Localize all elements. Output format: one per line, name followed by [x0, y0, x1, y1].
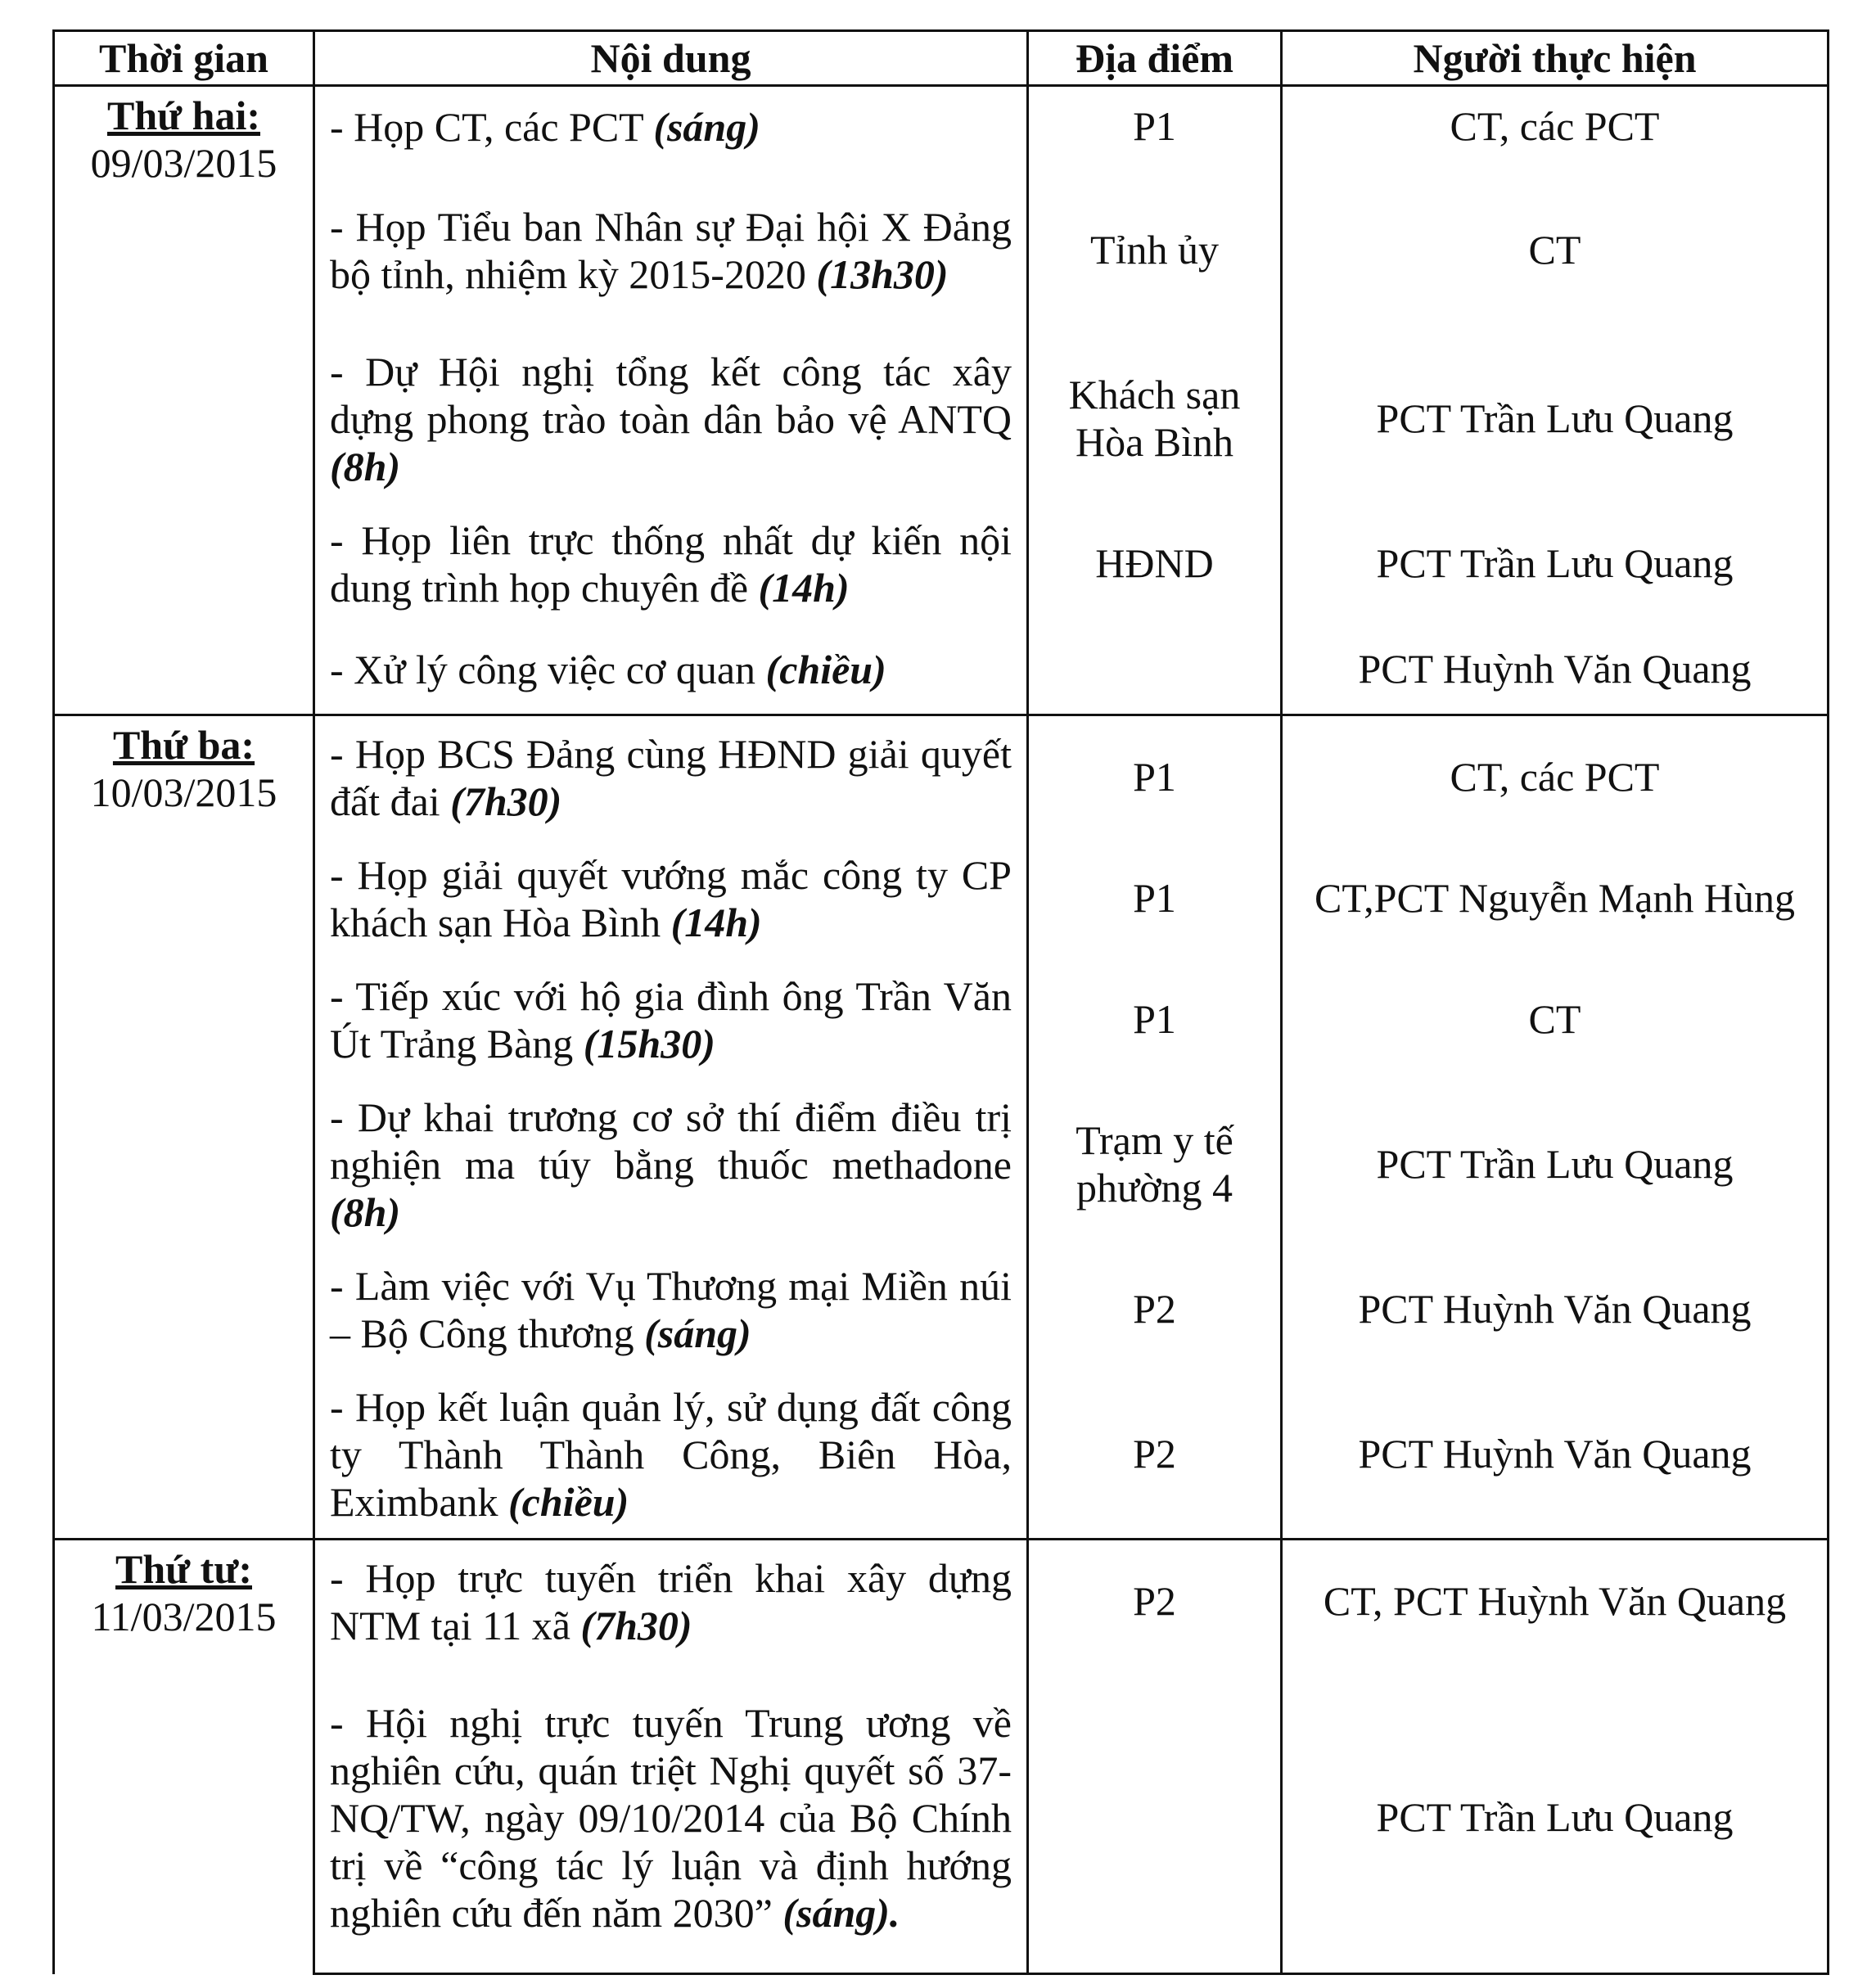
day-cell-monday [54, 86, 314, 715]
content-cell: - Họp Tiểu ban Nhân sự Đại hội X Đảng bộ tỉnh, nhiệm kỳ 2015-2020 (13h30) [314, 165, 1028, 334]
person-cell: PCT Huỳnh Văn Quang [1282, 1369, 1829, 1540]
day-cell-wednesday [54, 1540, 314, 1974]
table-row [54, 334, 1829, 503]
place-cell: Khách sạn Hòa Bình [1028, 334, 1282, 503]
time-note: (15h30) [583, 1021, 715, 1066]
content-cell: - Dự khai trương cơ sở thí điểm điều trị nghiện ma túy bằng thuốc methadone (8h) [314, 1080, 1028, 1248]
table-row [54, 1540, 1829, 1662]
time-note: (8h) [330, 1189, 401, 1235]
content-cell: - Xử lý công việc cơ quan (chiều) [314, 624, 1028, 715]
person-cell: CT, các PCT [1282, 715, 1829, 838]
time-note: (14h) [758, 565, 850, 611]
content-cell: - Họp CT, các PCT (sáng) [314, 86, 1028, 166]
place-cell: P1 [1028, 837, 1282, 958]
content-cell: - Dự Hội nghị tổng kết công tác xây dựng phong trào toàn dân bảo vệ ANTQ (8h) [314, 334, 1028, 503]
time-note: (14h) [670, 900, 762, 945]
table-row [54, 86, 1829, 166]
content-cell: - Tiếp xúc với hộ gia đình ông Trần Văn Út Trảng Bàng (15h30) [314, 958, 1028, 1080]
table-row [54, 958, 1829, 1080]
time-note: (7h30) [580, 1603, 692, 1648]
time-note: (13h30) [816, 251, 949, 297]
header-content: Nội dung [314, 31, 1028, 86]
table-row [54, 837, 1829, 958]
header-person: Người thực hiện [1282, 31, 1829, 86]
day-label: Thứ ba: [112, 722, 255, 768]
content-cell: - Họp BCS Đảng cùng HĐND giải quyết đất đai (7h30) [314, 715, 1028, 838]
day-label: Thứ tư: [115, 1546, 252, 1592]
time-note: (7h30) [450, 778, 562, 824]
table-row [54, 1080, 1829, 1248]
person-cell: CT,PCT Nguyễn Mạnh Hùng [1282, 837, 1829, 958]
person-cell: PCT Trần Lưu Quang [1282, 1080, 1829, 1248]
time-note: (8h) [330, 444, 401, 489]
person-cell: PCT Huỳnh Văn Quang [1282, 624, 1829, 715]
person-cell: CT, PCT Huỳnh Văn Quang [1282, 1540, 1829, 1662]
content-cell: - Họp giải quyết vướng mắc công ty CP khách sạn Hòa Bình (14h) [314, 837, 1028, 958]
place-cell: P1 [1028, 86, 1282, 166]
day-date: 10/03/2015 [90, 769, 277, 815]
place-cell: HĐND [1028, 503, 1282, 624]
place-cell: Trạm y tế phường 4 [1028, 1080, 1282, 1248]
place-cell: P1 [1028, 715, 1282, 838]
day-date: 09/03/2015 [90, 140, 277, 186]
schedule-table [52, 29, 1829, 1975]
person-cell: PCT Trần Lưu Quang [1282, 334, 1829, 503]
time-note: (chiều) [508, 1479, 629, 1525]
table-row [54, 503, 1829, 624]
time-note: (sáng) [644, 1310, 751, 1356]
person-cell: PCT Trần Lưu Quang [1282, 503, 1829, 624]
place-cell: P2 [1028, 1540, 1282, 1662]
place-cell [1028, 1662, 1282, 1974]
content-cell: - Hội nghị trực tuyến Trung ương về nghiên cứu, quán triệt Nghị quyết số 37-NQ/TW, ngày 09/10/2014 của Bộ Chính trị về “công tác lý luận và định hướng nghiên cứu đến năm 2030” (sáng). [314, 1662, 1028, 1974]
place-cell: P2 [1028, 1248, 1282, 1369]
table-row [54, 1662, 1829, 1974]
person-cell: PCT Huỳnh Văn Quang [1282, 1248, 1829, 1369]
content-cell: - Họp liên trực thống nhất dự kiến nội dung trình họp chuyên đề (14h) [314, 503, 1028, 624]
time-note: (chiều) [765, 647, 886, 692]
table-row [54, 1369, 1829, 1540]
content-cell: - Họp trực tuyến triển khai xây dựng NTM tại 11 xã (7h30) [314, 1540, 1028, 1662]
header-place: Địa điểm [1028, 31, 1282, 86]
place-cell: P2 [1028, 1369, 1282, 1540]
header-time: Thời gian [54, 31, 314, 86]
table-row [54, 165, 1829, 334]
time-note: (sáng) [653, 104, 760, 150]
person-cell: CT, các PCT [1282, 86, 1829, 166]
header-row [54, 31, 1829, 86]
table-row [54, 624, 1829, 715]
table-row [54, 715, 1829, 838]
person-cell: PCT Trần Lưu Quang [1282, 1662, 1829, 1974]
place-cell: P1 [1028, 958, 1282, 1080]
day-date: 11/03/2015 [91, 1594, 277, 1639]
person-cell: CT [1282, 165, 1829, 334]
place-cell [1028, 624, 1282, 715]
table-row [54, 1248, 1829, 1369]
place-cell: Tỉnh ủy [1028, 165, 1282, 334]
content-cell: - Làm việc với Vụ Thương mại Miền núi – Bộ Công thương (sáng) [314, 1248, 1028, 1369]
time-note: (sáng). [782, 1890, 900, 1936]
day-label: Thứ hai: [106, 92, 260, 138]
content-cell: - Họp kết luận quản lý, sử dụng đất công ty Thành Thành Công, Biên Hòa, Eximbank (chiều) [314, 1369, 1028, 1540]
person-cell: CT [1282, 958, 1829, 1080]
day-cell-tuesday [54, 715, 314, 1540]
